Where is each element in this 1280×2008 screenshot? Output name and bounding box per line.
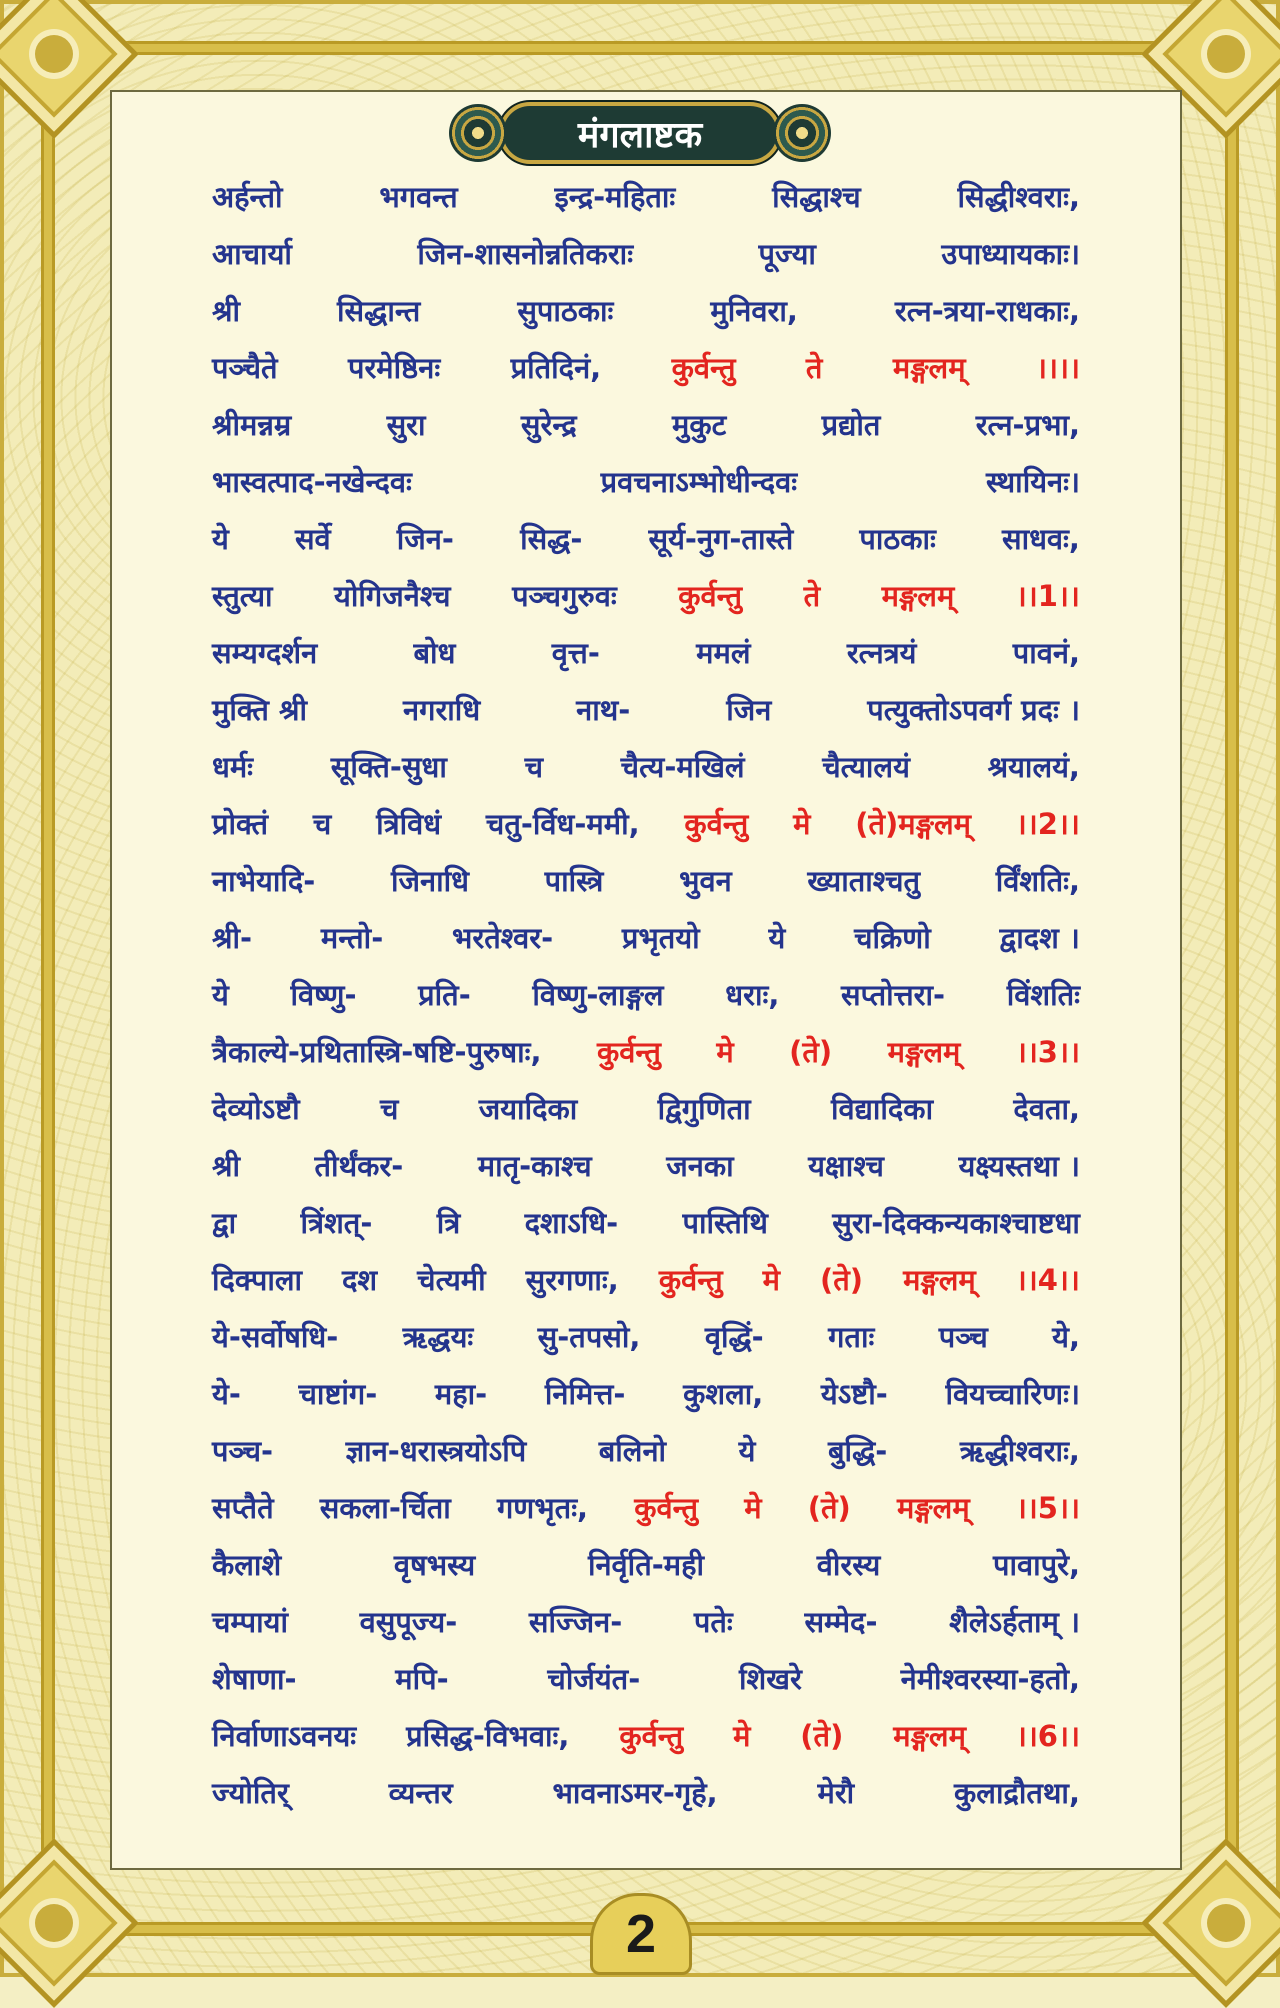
verse-word: चैत्यालयं	[822, 750, 910, 784]
verse-word: ये	[212, 978, 229, 1012]
rosette-icon	[449, 104, 507, 162]
refrain-word: ।।3।।	[1015, 1035, 1080, 1069]
verse-line	[212, 1137, 1080, 1194]
verse-word: द्विगुणिता	[657, 1092, 751, 1126]
verse-word: चम्पायां	[212, 1605, 288, 1639]
verse-word: व्यन्तर	[388, 1776, 453, 1810]
verse-word: प्रोक्तं	[212, 807, 269, 841]
verse-word: विंशतिः	[1006, 978, 1080, 1012]
verse-line	[212, 1479, 1080, 1536]
verse-word: निर्वृति-मही	[587, 1548, 705, 1582]
verse-word: शेषाणा-	[212, 1662, 297, 1696]
verse-line	[212, 453, 1080, 510]
refrain-word: मे	[716, 1035, 734, 1069]
verse-word: मुनिवरा,	[710, 294, 798, 328]
refrain-word: मङ्गलम्	[892, 351, 966, 385]
verse-word: ज्ञान-धरास्त्रयोऽपि	[345, 1434, 527, 1468]
verse-word: नेमीश्वरस्या-हतो,	[900, 1662, 1080, 1696]
verse-word: सूर्य-नुग-तास्ते	[648, 522, 794, 556]
title-badge	[421, 102, 859, 164]
refrain-word: ।।।।	[1035, 351, 1080, 385]
verse-word: मुक्ति श्री	[212, 693, 308, 727]
refrain-word: मङ्गलम्	[903, 1263, 976, 1297]
page-number-badge	[590, 1893, 692, 1975]
verse-word: र्विंशतिः,	[995, 864, 1080, 898]
verse-word: वृत्त-	[551, 636, 600, 670]
verse-word: श्रयालयं,	[987, 750, 1080, 784]
verse-line	[212, 1422, 1080, 1479]
verse-word: त्रैकाल्ये-प्रथितास्त्रि-षष्टि-पुरुषाः,	[212, 1035, 542, 1069]
verse-word: योगिजनैश्च	[334, 579, 451, 613]
verse-word: प्रद्योत	[821, 408, 881, 442]
verse-word: पास्तिथि	[682, 1206, 768, 1240]
verse-word: सुरा	[386, 408, 426, 442]
verse-word: कुलाद्रौतथा,	[954, 1776, 1080, 1810]
verse-word: सिद्धान्त	[337, 294, 421, 328]
verse-word: कुशला,	[683, 1377, 764, 1411]
rosette-icon	[773, 104, 831, 162]
refrain-word: कुर्वन्तु	[634, 1491, 699, 1525]
verse-word: त्रि	[436, 1206, 461, 1240]
verse-word: सुरगणाः,	[525, 1263, 619, 1297]
verse-word: पञ्च-	[212, 1434, 274, 1468]
verse-word: सुरेन्द्र	[520, 408, 577, 442]
verse-line	[212, 282, 1080, 339]
verse-word: गणभृतः,	[496, 1491, 589, 1525]
verse-word: यक्षाश्च	[808, 1149, 884, 1183]
refrain-word: मङ्गलम्	[893, 1719, 966, 1753]
verse-word: ममलं	[696, 636, 751, 670]
refrain-word: (ते)मङ्गलम्	[855, 807, 971, 841]
verse-word: च	[379, 1092, 399, 1126]
verse-word: धराः,	[725, 978, 780, 1012]
verse-word: ये	[212, 522, 229, 556]
verse-word: वीरस्य	[816, 1548, 881, 1582]
verse-word: महा-	[434, 1377, 488, 1411]
verse-word: विष्णु-लाङ्गल	[532, 978, 664, 1012]
refrain-word: मे	[793, 807, 811, 841]
verse-word: प्रभृतयो	[621, 921, 700, 955]
page-title: मंगलाष्टक	[577, 114, 703, 156]
refrain-word: मे	[762, 1263, 781, 1297]
refrain-word: मङ्गलम्	[896, 1491, 970, 1525]
verse-word: श्रीमन्नम्र	[212, 408, 292, 442]
verse-line	[212, 510, 1080, 567]
verse-word: पावापुरे,	[993, 1548, 1080, 1582]
verse-word: जनका	[666, 1149, 734, 1183]
verse-word: सिद्ध-	[520, 522, 583, 556]
verse-line	[212, 1365, 1080, 1422]
verse-line	[212, 624, 1080, 681]
verse-word: सप्तोत्तरा-	[841, 978, 946, 1012]
verse-line	[212, 681, 1080, 738]
verse-word: दशाऽधि-	[524, 1206, 619, 1240]
refrain-word: कुर्वन्तु	[684, 807, 749, 841]
verse-word: ये-सर्वोषधि-	[212, 1320, 339, 1354]
refrain-word: मङ्गलम्	[881, 579, 955, 613]
verse-line	[212, 966, 1080, 1023]
verse-word: वृद्धिं-	[704, 1320, 764, 1354]
verse-word: प्रवचनाऽम्भोधीन्दवः	[600, 465, 798, 499]
verse-line	[212, 909, 1080, 966]
verse-word: चेत्यमी	[417, 1263, 486, 1297]
verse-line	[212, 795, 1080, 852]
verse-word: सिद्धाश्च	[772, 180, 861, 214]
verse-word: रत्न-प्रभा,	[975, 408, 1080, 442]
verse-line	[212, 1194, 1080, 1251]
verse-word: सम्यग्दर्शन	[212, 636, 318, 670]
verse-word: च	[312, 807, 332, 841]
verse-word: त्रिंशत्-	[300, 1206, 373, 1240]
verse-word: प्रति-	[418, 978, 471, 1012]
verse-word: श्री	[212, 294, 241, 328]
verse-word: भास्वत्पाद-नखेन्दवः	[212, 465, 412, 499]
verse-word: जिन-	[396, 522, 454, 556]
verse-word: वसुपूज्य-	[359, 1605, 458, 1639]
verse-word: शिखरे	[739, 1662, 802, 1696]
verse-word: सप्तैते	[212, 1491, 274, 1525]
verse-word: मन्तो-	[320, 921, 384, 955]
verse-line	[212, 1707, 1080, 1764]
verse-word: सुरा-दिक्कन्यकाश्चाष्टधा	[832, 1206, 1080, 1240]
verse-line	[212, 1080, 1080, 1137]
verse-line	[212, 225, 1080, 282]
verse-word: वियच्चारिणः।	[945, 1377, 1080, 1411]
verse-word: उपाध्यायकाः।	[941, 237, 1080, 271]
verse-word: पूज्या	[758, 237, 816, 271]
verse-line	[212, 339, 1080, 396]
verse-text	[212, 168, 1080, 1821]
verse-word: भरतेश्वर-	[452, 921, 554, 955]
verse-word: भगवन्त	[379, 180, 458, 214]
verse-line	[212, 1650, 1080, 1707]
verse-word: द्वादश ।	[999, 921, 1080, 955]
refrain-word: मे	[744, 1491, 762, 1525]
verse-line	[212, 738, 1080, 795]
verse-word: धर्मः	[212, 750, 254, 784]
verse-word: दिक्पाला	[212, 1263, 303, 1297]
verse-word: बोध	[413, 636, 456, 670]
title-pill	[499, 102, 781, 164]
verse-word: तीर्थंकर-	[314, 1149, 404, 1183]
verse-line	[212, 1308, 1080, 1365]
verse-word: सकला-र्चिता	[319, 1491, 451, 1525]
verse-word: देव्योऽष्टौ	[212, 1092, 300, 1126]
refrain-word: ।।6।।	[1015, 1719, 1080, 1753]
verse-word: सु-तपसो,	[537, 1320, 641, 1354]
refrain-word: कुर्वन्तु	[597, 1035, 661, 1069]
verse-word: येऽष्टौ-	[820, 1377, 888, 1411]
verse-word: श्री-	[212, 921, 253, 955]
verse-word: श्री	[212, 1149, 241, 1183]
verse-word: सिद्धीश्वराः,	[957, 180, 1080, 214]
refrain-word: (ते)	[789, 1035, 833, 1069]
verse-word: चोर्जयंत-	[547, 1662, 641, 1696]
verse-word: इन्द्र-महिताः	[554, 180, 676, 214]
refrain-word: ।।1।।	[1015, 579, 1080, 613]
verse-word: नाथ-	[576, 693, 631, 727]
verse-word: पत्युक्तोऽपवर्ग प्रदः ।	[867, 693, 1080, 727]
verse-word: जिन-शासनोन्नतिकराः	[417, 237, 634, 271]
verse-word: ऋद्धयः	[402, 1320, 474, 1354]
verse-word: ये-	[212, 1377, 241, 1411]
verse-word: नगराधि	[403, 693, 481, 727]
verse-word: मेरौ	[817, 1776, 855, 1810]
verse-word: जयादिका	[478, 1092, 578, 1126]
verse-word: स्तुत्या	[212, 579, 273, 613]
verse-word: चतु-र्विध-ममी,	[485, 807, 640, 841]
verse-word: यक्ष्यस्तथा ।	[958, 1149, 1080, 1183]
verse-word: त्रिविधं	[376, 807, 442, 841]
verse-word: गताः	[828, 1320, 875, 1354]
verse-word: मातृ-काश्च	[477, 1149, 592, 1183]
verse-word: पञ्चगुरुवः	[512, 579, 617, 613]
refrain-word: (ते)	[820, 1263, 864, 1297]
verse-word: बलिनो	[598, 1434, 667, 1468]
verse-line	[212, 1764, 1080, 1821]
verse-line	[212, 396, 1080, 453]
verse-word: बुद्धि-	[828, 1434, 888, 1468]
verse-word: ये	[738, 1434, 756, 1468]
verse-line	[212, 1536, 1080, 1593]
verse-word: चैत्य-मखिलं	[620, 750, 745, 784]
verse-line	[212, 852, 1080, 909]
verse-word: चाष्टांग-	[298, 1377, 378, 1411]
verse-word: पावनं,	[1012, 636, 1080, 670]
refrain-word: (ते)	[807, 1491, 851, 1525]
verse-word: ज्योतिर्	[212, 1776, 289, 1810]
verse-line	[212, 1023, 1080, 1080]
refrain-word: ।।4।।	[1015, 1263, 1080, 1297]
verse-word: देवता,	[1013, 1092, 1080, 1126]
verse-word: चक्रिणो	[854, 921, 931, 955]
refrain-word: (ते)	[800, 1719, 844, 1753]
verse-word: नाभेयादि-	[212, 864, 316, 898]
verse-word: भुवन	[679, 864, 732, 898]
verse-word: च	[524, 750, 543, 784]
verse-line	[212, 1593, 1080, 1650]
verse-word: कैलाशे	[212, 1548, 282, 1582]
refrain-word: ते	[803, 579, 821, 613]
verse-word: दश	[342, 1263, 378, 1297]
verse-word: सज्जिन-	[528, 1605, 623, 1639]
refrain-word: मङ्गलम्	[887, 1035, 961, 1069]
verse-word: परमेष्ठिनः	[347, 351, 441, 385]
verse-word: जिन	[726, 693, 772, 727]
page-number: 2	[625, 1904, 657, 1964]
verse-word: आचार्या	[212, 237, 292, 271]
verse-word: भावनाऽमर-गृहे,	[552, 1776, 718, 1810]
verse-word: ऋद्धीश्वराः,	[959, 1434, 1080, 1468]
verse-word: द्वा	[212, 1206, 237, 1240]
verse-word: ये	[768, 921, 786, 955]
verse-word: साधवः,	[1001, 522, 1080, 556]
verse-word: स्थायिनः।	[985, 465, 1080, 499]
verse-word: विद्यादिका	[830, 1092, 934, 1126]
verse-word: सम्मेद-	[804, 1605, 878, 1639]
verse-word: जिनाधि	[390, 864, 469, 898]
refrain-word: ।।2।।	[1015, 807, 1080, 841]
verse-word: ये,	[1052, 1320, 1080, 1354]
refrain-word: ।।5।।	[1015, 1491, 1080, 1525]
refrain-word: कुर्वन्तु	[671, 351, 736, 385]
refrain-word: मे	[733, 1719, 751, 1753]
verse-word: पञ्च	[938, 1320, 988, 1354]
verse-word: रत्नत्रयं	[846, 636, 917, 670]
verse-word: प्रतिदिनं,	[510, 351, 602, 385]
verse-word: मुकुट	[672, 408, 727, 442]
verse-word: पास्त्रि	[544, 864, 604, 898]
verse-word: रत्न-त्रया-राधकाः,	[894, 294, 1080, 328]
title-banner	[0, 102, 1280, 172]
verse-word: विष्णु-	[290, 978, 357, 1012]
verse-line	[212, 1251, 1080, 1308]
verse-line	[212, 567, 1080, 624]
refrain-word: कुर्वन्तु	[619, 1719, 684, 1753]
verse-word: सर्वे	[294, 522, 331, 556]
refrain-word: कुर्वन्तु	[678, 579, 743, 613]
refrain-word: ते	[805, 351, 823, 385]
verse-word: सुपाठकाः	[517, 294, 614, 328]
verse-word: पञ्चैते	[212, 351, 278, 385]
verse-word: ख्याताश्चतु	[807, 864, 921, 898]
verse-word: अर्हन्तो	[212, 180, 283, 214]
verse-word: प्रसिद्ध-विभवाः,	[406, 1719, 570, 1753]
verse-word: निमित्त-	[544, 1377, 626, 1411]
verse-word: सूक्ति-सुधा	[330, 750, 447, 784]
verse-word: मपि-	[395, 1662, 449, 1696]
verse-word: पतेः	[693, 1605, 733, 1639]
verse-line	[212, 168, 1080, 225]
verse-word: शैलेऽर्हताम् ।	[949, 1605, 1080, 1639]
verse-word: निर्वाणाऽवनयः	[212, 1719, 357, 1753]
refrain-word: कुर्वन्तु	[658, 1263, 723, 1297]
verse-word: वृषभस्य	[393, 1548, 476, 1582]
verse-word: पाठकाः	[859, 522, 936, 556]
